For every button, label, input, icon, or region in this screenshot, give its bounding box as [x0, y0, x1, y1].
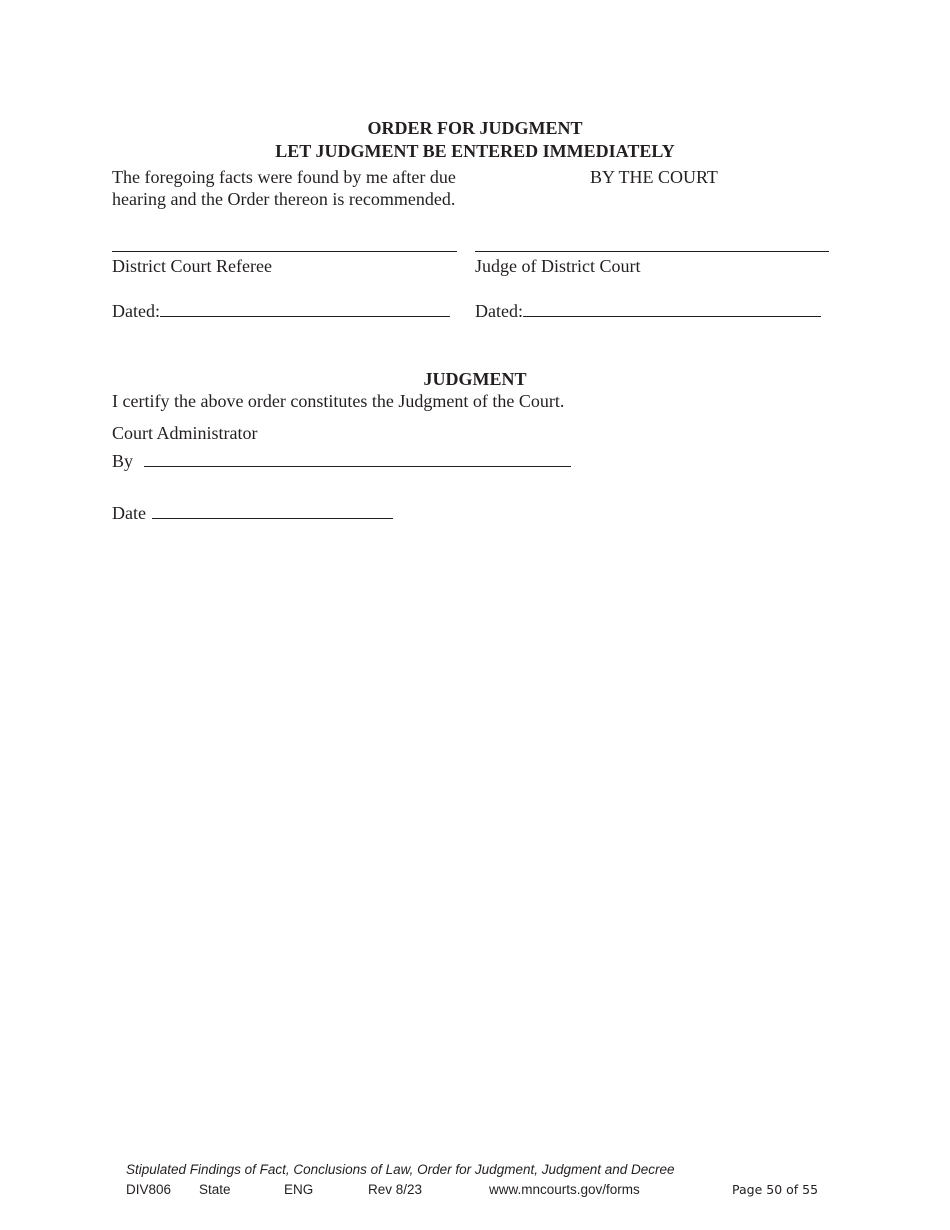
date-row [112, 502, 393, 524]
recommendation-line-2: hearing and the Order thereon is recommended. [112, 189, 456, 209]
date-label: Date [112, 503, 146, 523]
by-row [112, 450, 571, 472]
footer-language: ENG [284, 1182, 314, 1197]
footer-form-title: Stipulated Findings of Fact, Conclusions of Law, Order for Judgment, Judgment and Decree [126, 1162, 675, 1177]
order-subtitle: LET JUDGMENT BE ENTERED IMMEDIATELY [275, 141, 675, 161]
footer-page-number: Page 50 of 55 [732, 1182, 819, 1197]
referee-label: District Court Referee [112, 256, 272, 276]
certify-text: I certify the above order constitutes the Judgment of the Court. [112, 391, 565, 411]
by-the-court-label: BY THE COURT [590, 167, 718, 187]
footer-revision: Rev 8/23 [368, 1182, 423, 1197]
footer-form-code: DIV806 [126, 1182, 172, 1197]
referee-signature-line[interactable] [112, 251, 457, 252]
court-administrator-label: Court Administrator [112, 423, 258, 443]
by-label: By [112, 451, 134, 471]
order-title: ORDER FOR JUDGMENT [367, 118, 583, 138]
footer-website[interactable]: www.mncourts.gov/forms [489, 1182, 640, 1197]
dated-judge [475, 300, 821, 322]
by-signature-field[interactable] [144, 452, 571, 467]
date-field[interactable] [152, 504, 393, 519]
dated-referee-field[interactable] [160, 302, 450, 317]
dated-referee-label: Dated: [112, 301, 160, 321]
judgment-title: JUDGMENT [423, 369, 527, 389]
dated-judge-field[interactable] [523, 302, 821, 317]
recommendation-line-1: The foregoing facts were found by me after due [112, 167, 456, 187]
dated-judge-label: Dated: [475, 301, 523, 321]
dated-referee [112, 300, 450, 322]
footer-jurisdiction: State [199, 1182, 231, 1197]
judge-signature-line[interactable] [475, 251, 829, 252]
judge-label: Judge of District Court [475, 256, 641, 276]
